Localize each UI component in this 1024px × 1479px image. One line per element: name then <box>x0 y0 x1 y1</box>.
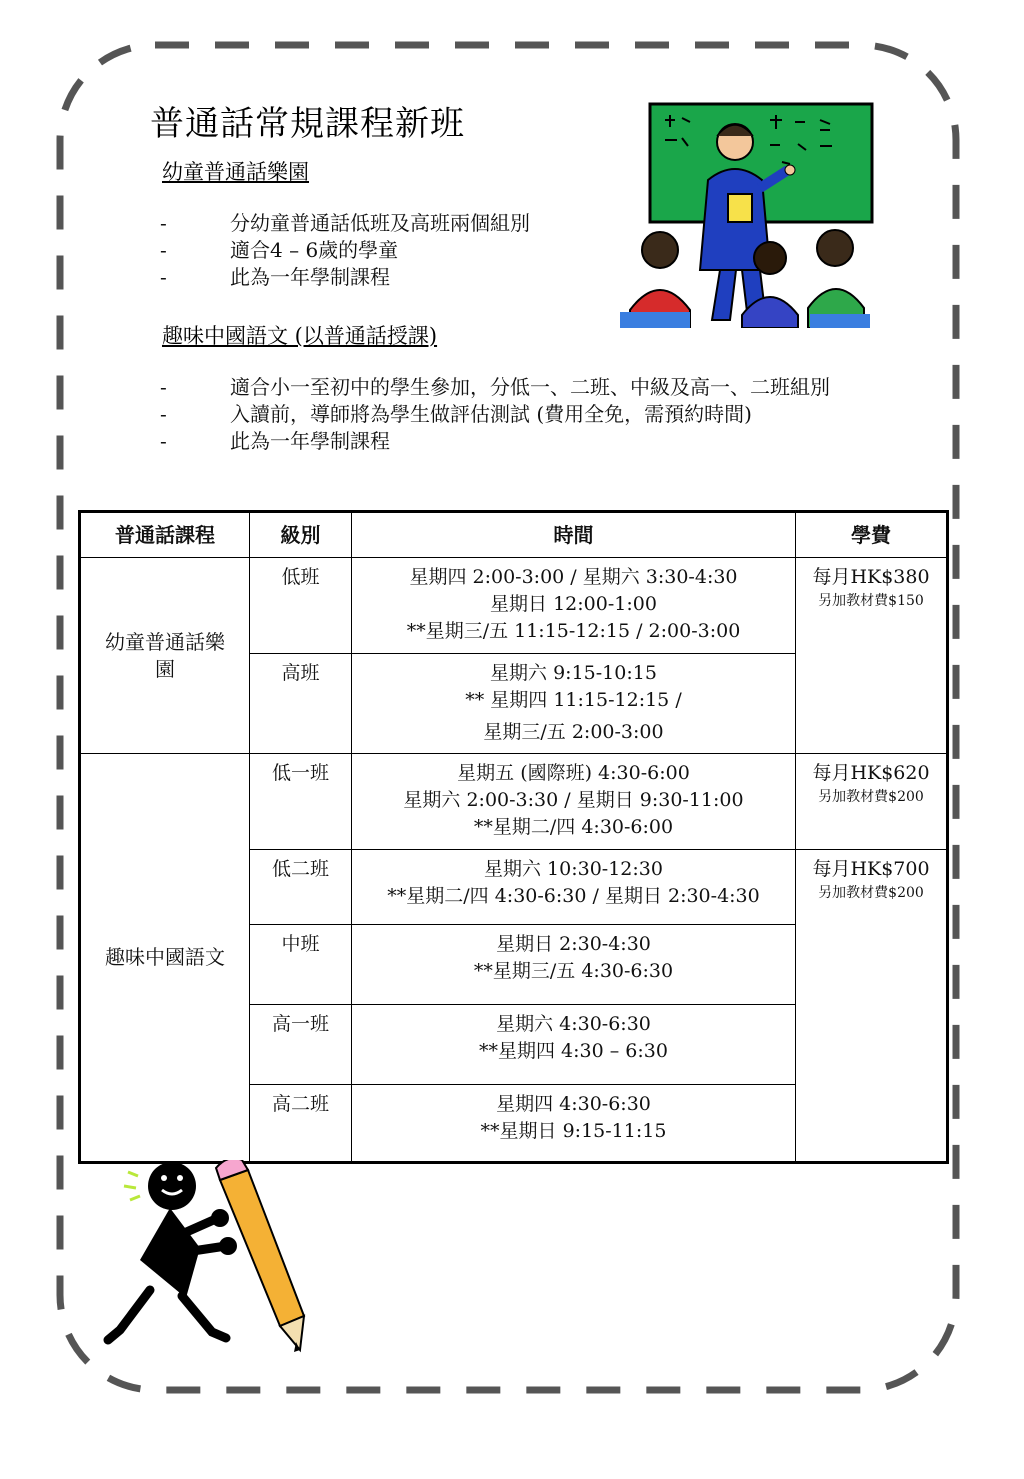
level-cell: 高班 <box>250 654 352 754</box>
table-header-row <box>80 512 948 558</box>
header-fee: 學費 <box>796 512 948 558</box>
fee-cell: 每月HK$620 另加教材費$200 <box>796 754 948 850</box>
time-cell: 星期六 9:15-10:15 ** 星期四 11:15-12:15 / 星期三/五 2:00-3:00 <box>352 654 796 754</box>
time-cell: 星期五 (國際班) 4:30-6:00 星期六 2:00-3:30 / 星期日 9:30-11:00 **星期二/四 4:30-6:00 <box>352 754 796 850</box>
header-course: 普通話課程 <box>80 512 250 558</box>
kids-course-bullet-list <box>160 210 880 291</box>
fee-cell: 每月HK$380 另加教材費$150 <box>796 558 948 754</box>
time-cell: 星期六 4:30-6:30 **星期四 4:30 – 6:30 <box>352 1005 796 1085</box>
header-time: 時間 <box>352 512 796 558</box>
fee-cell: 每月HK$700 另加教材費$200 <box>796 850 948 1163</box>
bullet-item: - 適合4 – 6歲的學童 <box>160 238 399 262</box>
bullet-item: - 入讀前，導師將為學生做評估測試 (費用全免，需預約時間) <box>160 402 752 426</box>
course-schedule-table <box>78 510 949 1164</box>
course-name-cell: 幼童普通話樂園 <box>80 558 250 754</box>
bullet-item: - 分幼童普通話低班及高班兩個組別 <box>160 211 530 235</box>
bullet-item: - 此為一年學制課程 <box>160 429 390 453</box>
section-heading-kids-putonghua: 幼童普通話樂園 <box>162 160 309 184</box>
level-cell: 高一班 <box>250 1005 352 1085</box>
stick-figure-pencil-illustration <box>100 1160 320 1360</box>
fun-chinese-bullet-list <box>160 374 880 455</box>
page-title: 普通話常規課程新班 <box>150 104 465 144</box>
level-cell: 低一班 <box>250 754 352 850</box>
level-cell: 中班 <box>250 925 352 1005</box>
table-row <box>80 558 948 654</box>
section-heading-fun-chinese: 趣味中國語文 (以普通話授課) <box>162 324 438 348</box>
time-cell: 星期四 2:00-3:00 / 星期六 3:30-4:30 星期日 12:00-1:00 **星期三/五 11:15-12:15 / 2:00-3:00 <box>352 558 796 654</box>
table-row <box>80 754 948 850</box>
course-name-cell: 趣味中國語文 <box>80 754 250 1163</box>
time-cell: 星期六 10:30-12:30 **星期二/四 4:30-6:30 / 星期日 2:30-4:30 <box>352 850 796 925</box>
level-cell: 低班 <box>250 558 352 654</box>
time-cell: 星期日 2:30-4:30 **星期三/五 4:30-6:30 <box>352 925 796 1005</box>
bullet-item: - 此為一年學制課程 <box>160 265 390 289</box>
level-cell: 低二班 <box>250 850 352 925</box>
time-cell: 星期四 4:30-6:30 **星期日 9:15-11:15 <box>352 1085 796 1163</box>
header-level: 級別 <box>250 512 352 558</box>
bullet-item: - 適合小一至初中的學生參加，分低一、二班、中級及高一、二班組別 <box>160 375 830 399</box>
level-cell: 高二班 <box>250 1085 352 1163</box>
